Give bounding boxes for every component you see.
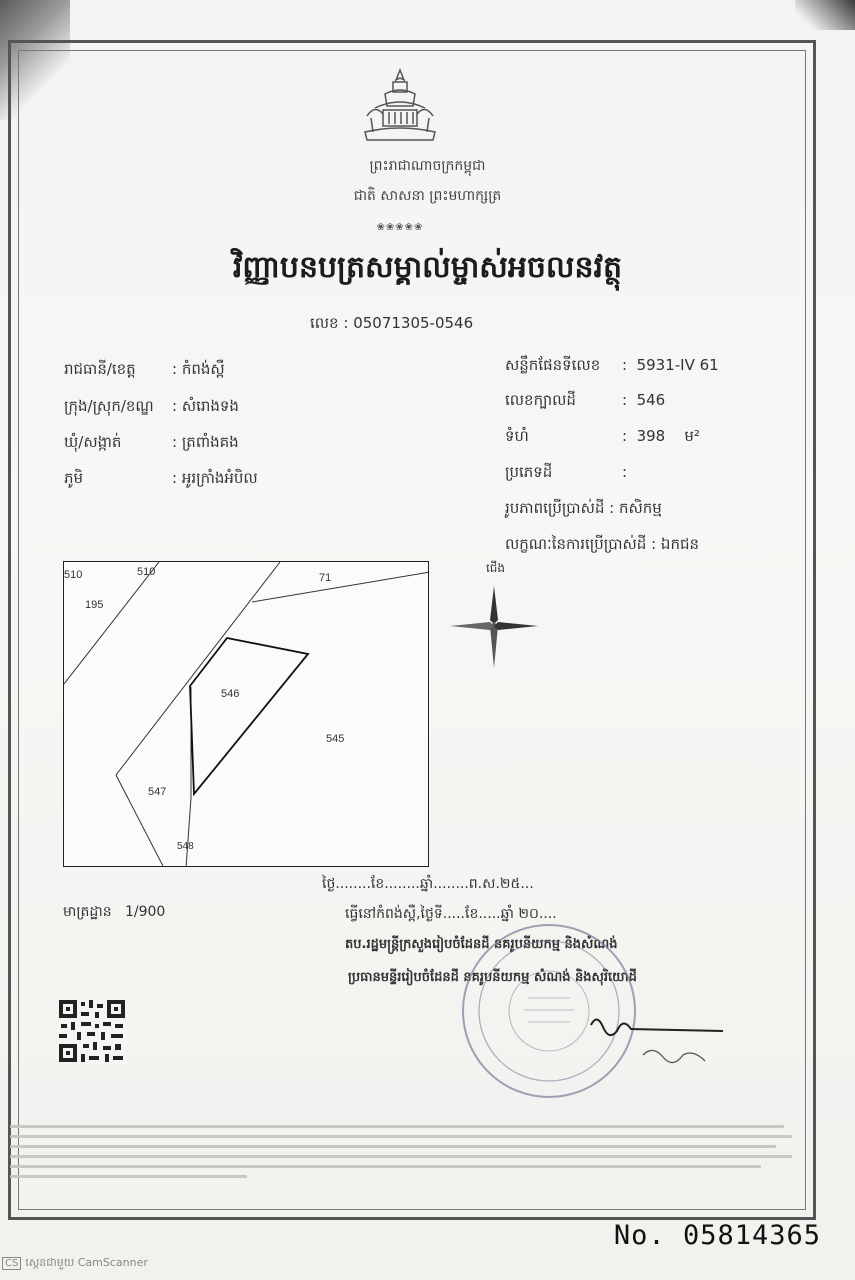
field-value: 5931-IV 61 (636, 356, 719, 374)
parcel-label: 510 (64, 569, 83, 581)
district-value: : សំរោងទង (172, 397, 239, 415)
royal-emblem-icon (355, 66, 445, 146)
compass-north-arrow-icon (448, 560, 540, 672)
field-label: សន្លឹកផែនទីលេខ (505, 356, 601, 374)
field-value: ត្រពាំងគង (181, 433, 239, 451)
field-label: លក្ខណៈនៃការប្រើប្រាស់ដី (505, 535, 647, 553)
parcel-label: 546 (221, 688, 240, 700)
area-field (505, 427, 529, 449)
village-value: : អូរក្រាំងអំបិល (172, 469, 258, 487)
number-value: 05071305-0546 (353, 314, 474, 332)
field-value: 398 (636, 427, 666, 445)
field-value: 546 (636, 391, 666, 409)
national-motto: ជាតិ សាសនា ព្រះមហាក្សត្រ (353, 188, 502, 204)
parcel-label: 510 (137, 566, 156, 578)
scanner-watermark (2, 1256, 148, 1272)
province-value: : កំពង់ស្ពឺ (172, 360, 225, 378)
province-field (64, 360, 136, 382)
lunar-date: ថ្ងៃ........ខែ........ឆ្នាំ........ព.ស.២៥... (322, 876, 534, 892)
commune-field (64, 433, 121, 455)
document-number: លេខ : 05071305-0546 (310, 314, 474, 332)
use-nature-field: លក្ខណៈនៃការប្រើប្រាស់ដី : ឯកជន (505, 535, 700, 553)
land-type-field (505, 463, 552, 485)
parcel-number-value: : 546 (622, 391, 666, 409)
map-scale (63, 902, 165, 923)
fine-print-block (10, 1118, 800, 1188)
field-label: ទំហំ (505, 427, 529, 445)
field-label: រូបភាពប្រើប្រាស់ដី (505, 499, 605, 517)
ornament-divider: ❀❀❀❀❀ (376, 222, 424, 233)
parcel-label: 195 (85, 599, 104, 611)
area-unit: ម² (684, 427, 700, 445)
field-label: ភូមិ (64, 469, 84, 487)
scan-shadow (795, 0, 855, 30)
parcel-546-outline (190, 638, 308, 794)
field-value: កំពង់ស្ពឺ (181, 360, 225, 378)
number-label: លេខ (310, 314, 339, 332)
village-field (64, 469, 83, 491)
map-sheet-field (505, 356, 600, 378)
field-value: កសិកម្ម (618, 499, 662, 517)
parcel-label: 71 (319, 572, 332, 584)
map-sheet-value: : 5931-IV 61 (622, 356, 719, 374)
parcel-number-field (505, 391, 576, 413)
boundary-line (116, 562, 280, 775)
solar-date: ធ្វើនៅកំពង់ស្ពឺ,ថ្ងៃទី.....ខែ.....ឆ្នាំ ២០.... (345, 906, 557, 922)
parcel-label: 548 (177, 841, 194, 852)
scale-value: 1/900 (124, 904, 166, 920)
field-label: ឃុំ/សង្កាត់ (64, 433, 122, 451)
district-field (64, 397, 154, 419)
certificate-serial-number: No. 05814365 (613, 1220, 821, 1251)
parcel-drawing (64, 562, 429, 867)
parcel-label: 547 (148, 786, 167, 798)
signatory-position: ប្រធានមន្ទីររៀបចំដែនដី នគរូបនីយកម្ម សំណង់ និងសុរិយោដី (348, 970, 637, 985)
land-use-field: រូបភាពប្រើប្រាស់ដី : កសិកម្ម (505, 499, 662, 517)
watermark-text: ស្កេនជាមួយ CamScanner (25, 1256, 148, 1269)
area-value: : 398 ម² (622, 427, 700, 445)
scale-label: មាត្រដ្ឋាន (63, 904, 112, 920)
field-label: លេខក្បាលដី (505, 391, 576, 409)
field-value: អូរក្រាំងអំបិល (181, 469, 258, 487)
commune-value: : ត្រពាំងគង (172, 433, 239, 451)
boundary-line (186, 798, 191, 867)
parcel-label: 545 (326, 733, 345, 745)
document-title: វិញ្ញាបនបត្រសម្គាល់ម្ចាស់អចលនវត្ថុ (232, 250, 623, 285)
qr-code-icon (57, 998, 127, 1064)
field-value: សំរោងទង (181, 397, 239, 415)
kingdom-name: ព្រះរាជាណាចក្រកម្ពុជា (369, 158, 486, 174)
field-label: រាជធានី/ខេត្ត (64, 360, 136, 378)
field-label: ប្រភេទដី (505, 463, 553, 481)
land-type-value: : (622, 463, 628, 481)
camscanner-logo-icon: CS (2, 1257, 21, 1270)
field-value: ឯកជន (660, 535, 700, 553)
field-label: ក្រុង/ស្រុក/ខណ្ឌ (64, 397, 154, 415)
handwritten-signature (583, 1005, 733, 1085)
north-label: ជើង (486, 561, 506, 575)
signatory-title: តប.រដ្ឋមន្ត្រីក្រសួងរៀបចំដែនដី នគរូបនីយកម្ម និងសំណង់ (345, 937, 618, 952)
cadastral-map (63, 561, 429, 867)
boundary-line (252, 572, 429, 602)
